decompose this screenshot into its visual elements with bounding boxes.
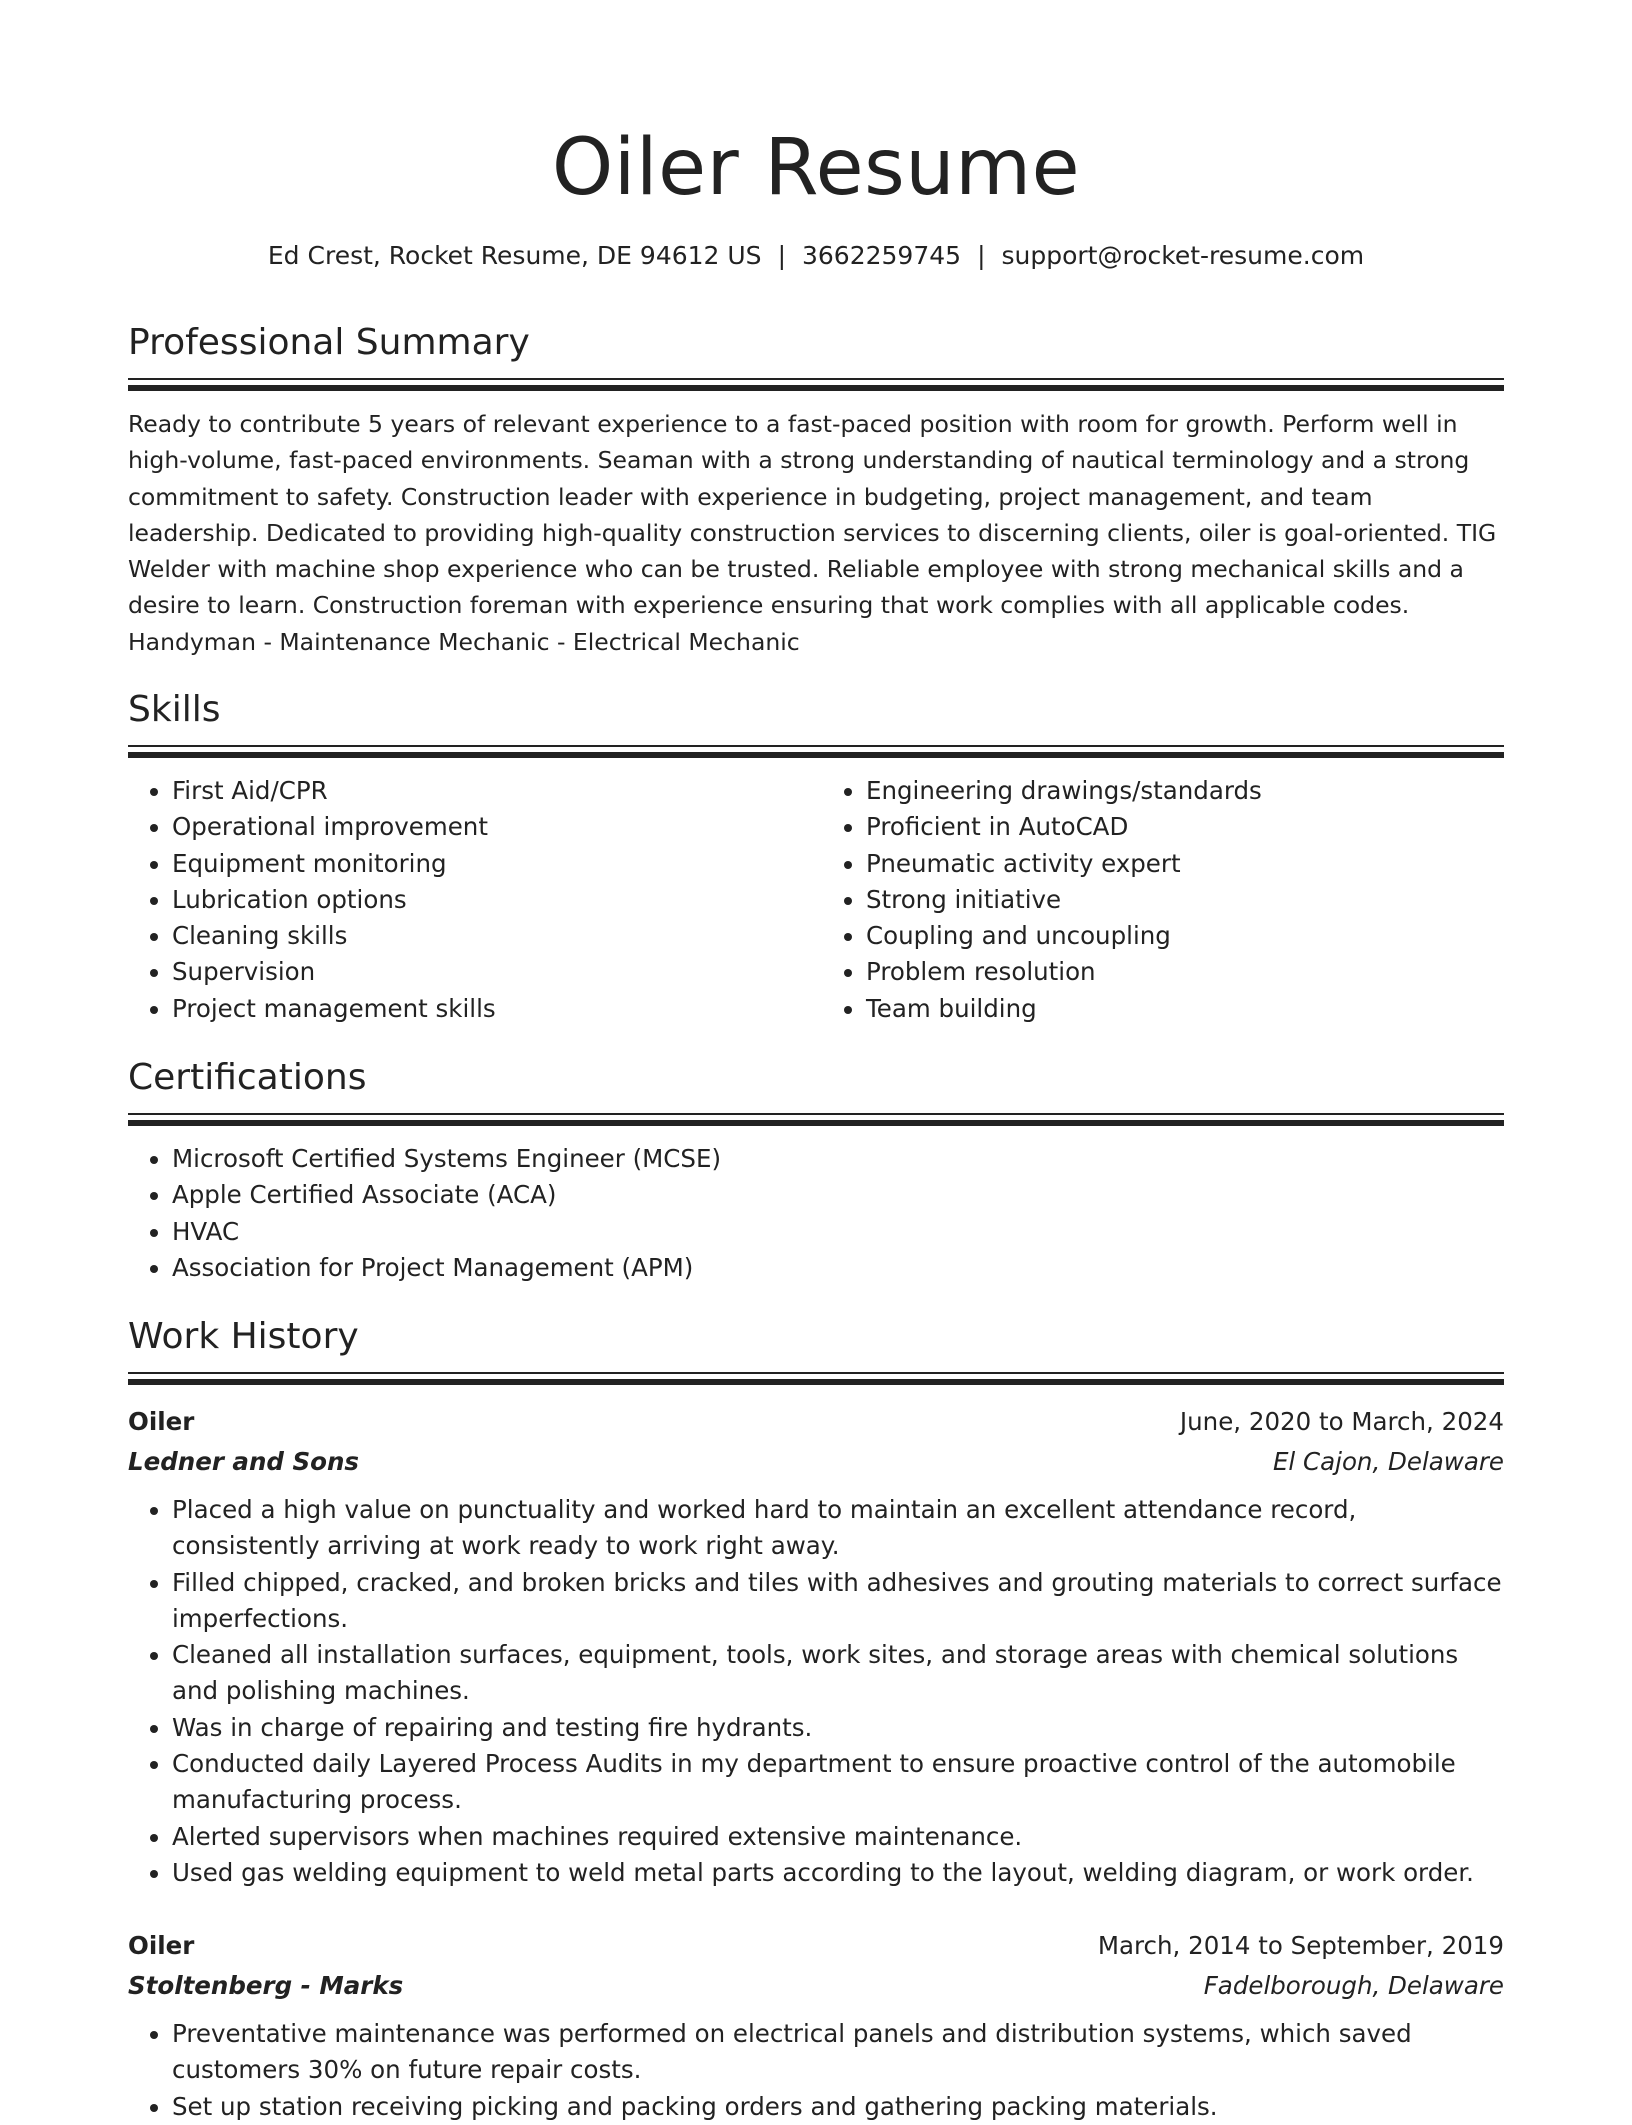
skill-item: • Team building (866, 991, 1504, 1027)
contact-email: support@rocket-resume.com (1001, 241, 1365, 270)
job-company: Stoltenberg - Marks (128, 1971, 404, 2000)
skill-item: • Engineering drawings/standards (866, 773, 1504, 809)
skill-item: • Proficient in AutoCAD (866, 809, 1504, 845)
job-duty: • Alerted supervisors when machines required extensive maintenance. (172, 1819, 1504, 1855)
skills-columns (128, 759, 1504, 1027)
job-header-row (128, 1926, 1504, 1966)
skills-list-right (816, 773, 1504, 1027)
section-divider (128, 745, 1504, 759)
skill-item: • Coupling and uncoupling (866, 918, 1504, 954)
section-divider (128, 1372, 1504, 1386)
job-dates: June, 2020 to March, 2024 (1179, 1407, 1504, 1436)
skill-item: • Project management skills (172, 991, 816, 1027)
skill-item: • Strong initiative (866, 882, 1504, 918)
section-heading: Skills (128, 689, 221, 730)
contact-address: Ed Crest, Rocket Resume, DE 94612 US (267, 241, 762, 270)
job-entry (128, 1402, 1504, 1891)
job-company-row (128, 1442, 1504, 1482)
work-history-section (128, 1312, 1504, 1386)
skill-item: • Problem resolution (866, 954, 1504, 990)
certification-item: • HVAC (172, 1214, 1504, 1250)
section-heading: Certifications (128, 1057, 367, 1098)
job-duty: • Cleaned all installation surfaces, equipment, tools, work sites, and storage areas with chemical solutions and polishing machines. (172, 1637, 1504, 1710)
job-duty: • Conducted daily Layered Process Audits in my department to ensure proactive control of the automobile manufacturing process. (172, 1746, 1504, 1819)
section-heading: Work History (128, 1316, 359, 1357)
job-entry (128, 1926, 1504, 2125)
resume-title: Oiler Resume (551, 123, 1081, 213)
certification-item: • Association for Project Management (APM) (172, 1250, 1504, 1286)
job-location: El Cajon, Delaware (1272, 1447, 1504, 1476)
job-title: Oiler (128, 1931, 195, 1960)
job-header-row (128, 1402, 1504, 1442)
section-divider (128, 1113, 1504, 1127)
certifications-section (128, 1053, 1504, 1286)
skill-item: • First Aid/CPR (172, 773, 816, 809)
section-divider (128, 378, 1504, 392)
job-duty: • Used gas welding equipment to weld metal parts according to the layout, welding diagram, or work order. (172, 1855, 1504, 1891)
skills-section (128, 685, 1504, 1027)
skill-item: • Supervision (172, 954, 816, 990)
certifications-list (128, 1141, 1504, 1286)
skill-item: • Operational improvement (172, 809, 816, 845)
contact-separator: | (977, 241, 986, 270)
job-company-row (128, 1966, 1504, 2006)
job-location: Fadelborough, Delaware (1203, 1971, 1504, 2000)
skills-list-left (128, 773, 816, 1027)
job-dates: March, 2014 to September, 2019 (1097, 1931, 1504, 1960)
skill-item: • Pneumatic activity expert (866, 846, 1504, 882)
contact-line (128, 238, 1504, 274)
contact-phone: 3662259745 (802, 241, 962, 270)
certification-item: • Microsoft Certified Systems Engineer (MCSE) (172, 1141, 1504, 1177)
skill-item: • Lubrication options (172, 882, 816, 918)
job-company: Ledner and Sons (128, 1447, 359, 1476)
job-title: Oiler (128, 1407, 195, 1436)
skill-item: • Cleaning skills (172, 918, 816, 954)
section-heading: Professional Summary (128, 322, 530, 363)
job-duty: • Placed a high value on punctuality and worked hard to maintain an excellent attendance record, consistently arriving at work ready to work right away. (172, 1492, 1504, 1565)
skill-item: • Equipment monitoring (172, 846, 816, 882)
summary-section (128, 318, 1504, 660)
job-duties-list (128, 2016, 1504, 2125)
contact-separator: | (777, 241, 786, 270)
job-duty: • Filled chipped, cracked, and broken bricks and tiles with adhesives and grouting materials to correct surface imperfections. (172, 1565, 1504, 1638)
job-duty: • Preventative maintenance was performed on electrical panels and distribution systems, which saved customers 30% on future repair costs. (172, 2016, 1504, 2089)
job-duty: • Was in charge of repairing and testing fire hydrants. (172, 1710, 1504, 1746)
certification-item: • Apple Certified Associate (ACA) (172, 1177, 1504, 1213)
summary-text: Ready to contribute 5 years of relevant experience to a fast-paced position with room for growth. Perform well in high-volume, fast-paced environments. Seaman with a strong understanding of nautical terminology and a strong commitment to safety. Construction leader with experience in budgeting, project management, and team leadership. Dedicated to providing high-quality construction services to discerning clients, oiler is goal-oriented. TIG Welder with machine shop experience who can be trusted. Reliable employee with strong mechanical skills and a desire to learn. Construction foreman with experience ensuring that work complies with all applicable codes. Handyman - Maintenance Mechanic - Electrical Mechanic (128, 410, 1497, 656)
job-duties-list (128, 1492, 1504, 1891)
job-duty: • Set up station receiving picking and packing orders and gathering packing materials. (172, 2089, 1504, 2125)
